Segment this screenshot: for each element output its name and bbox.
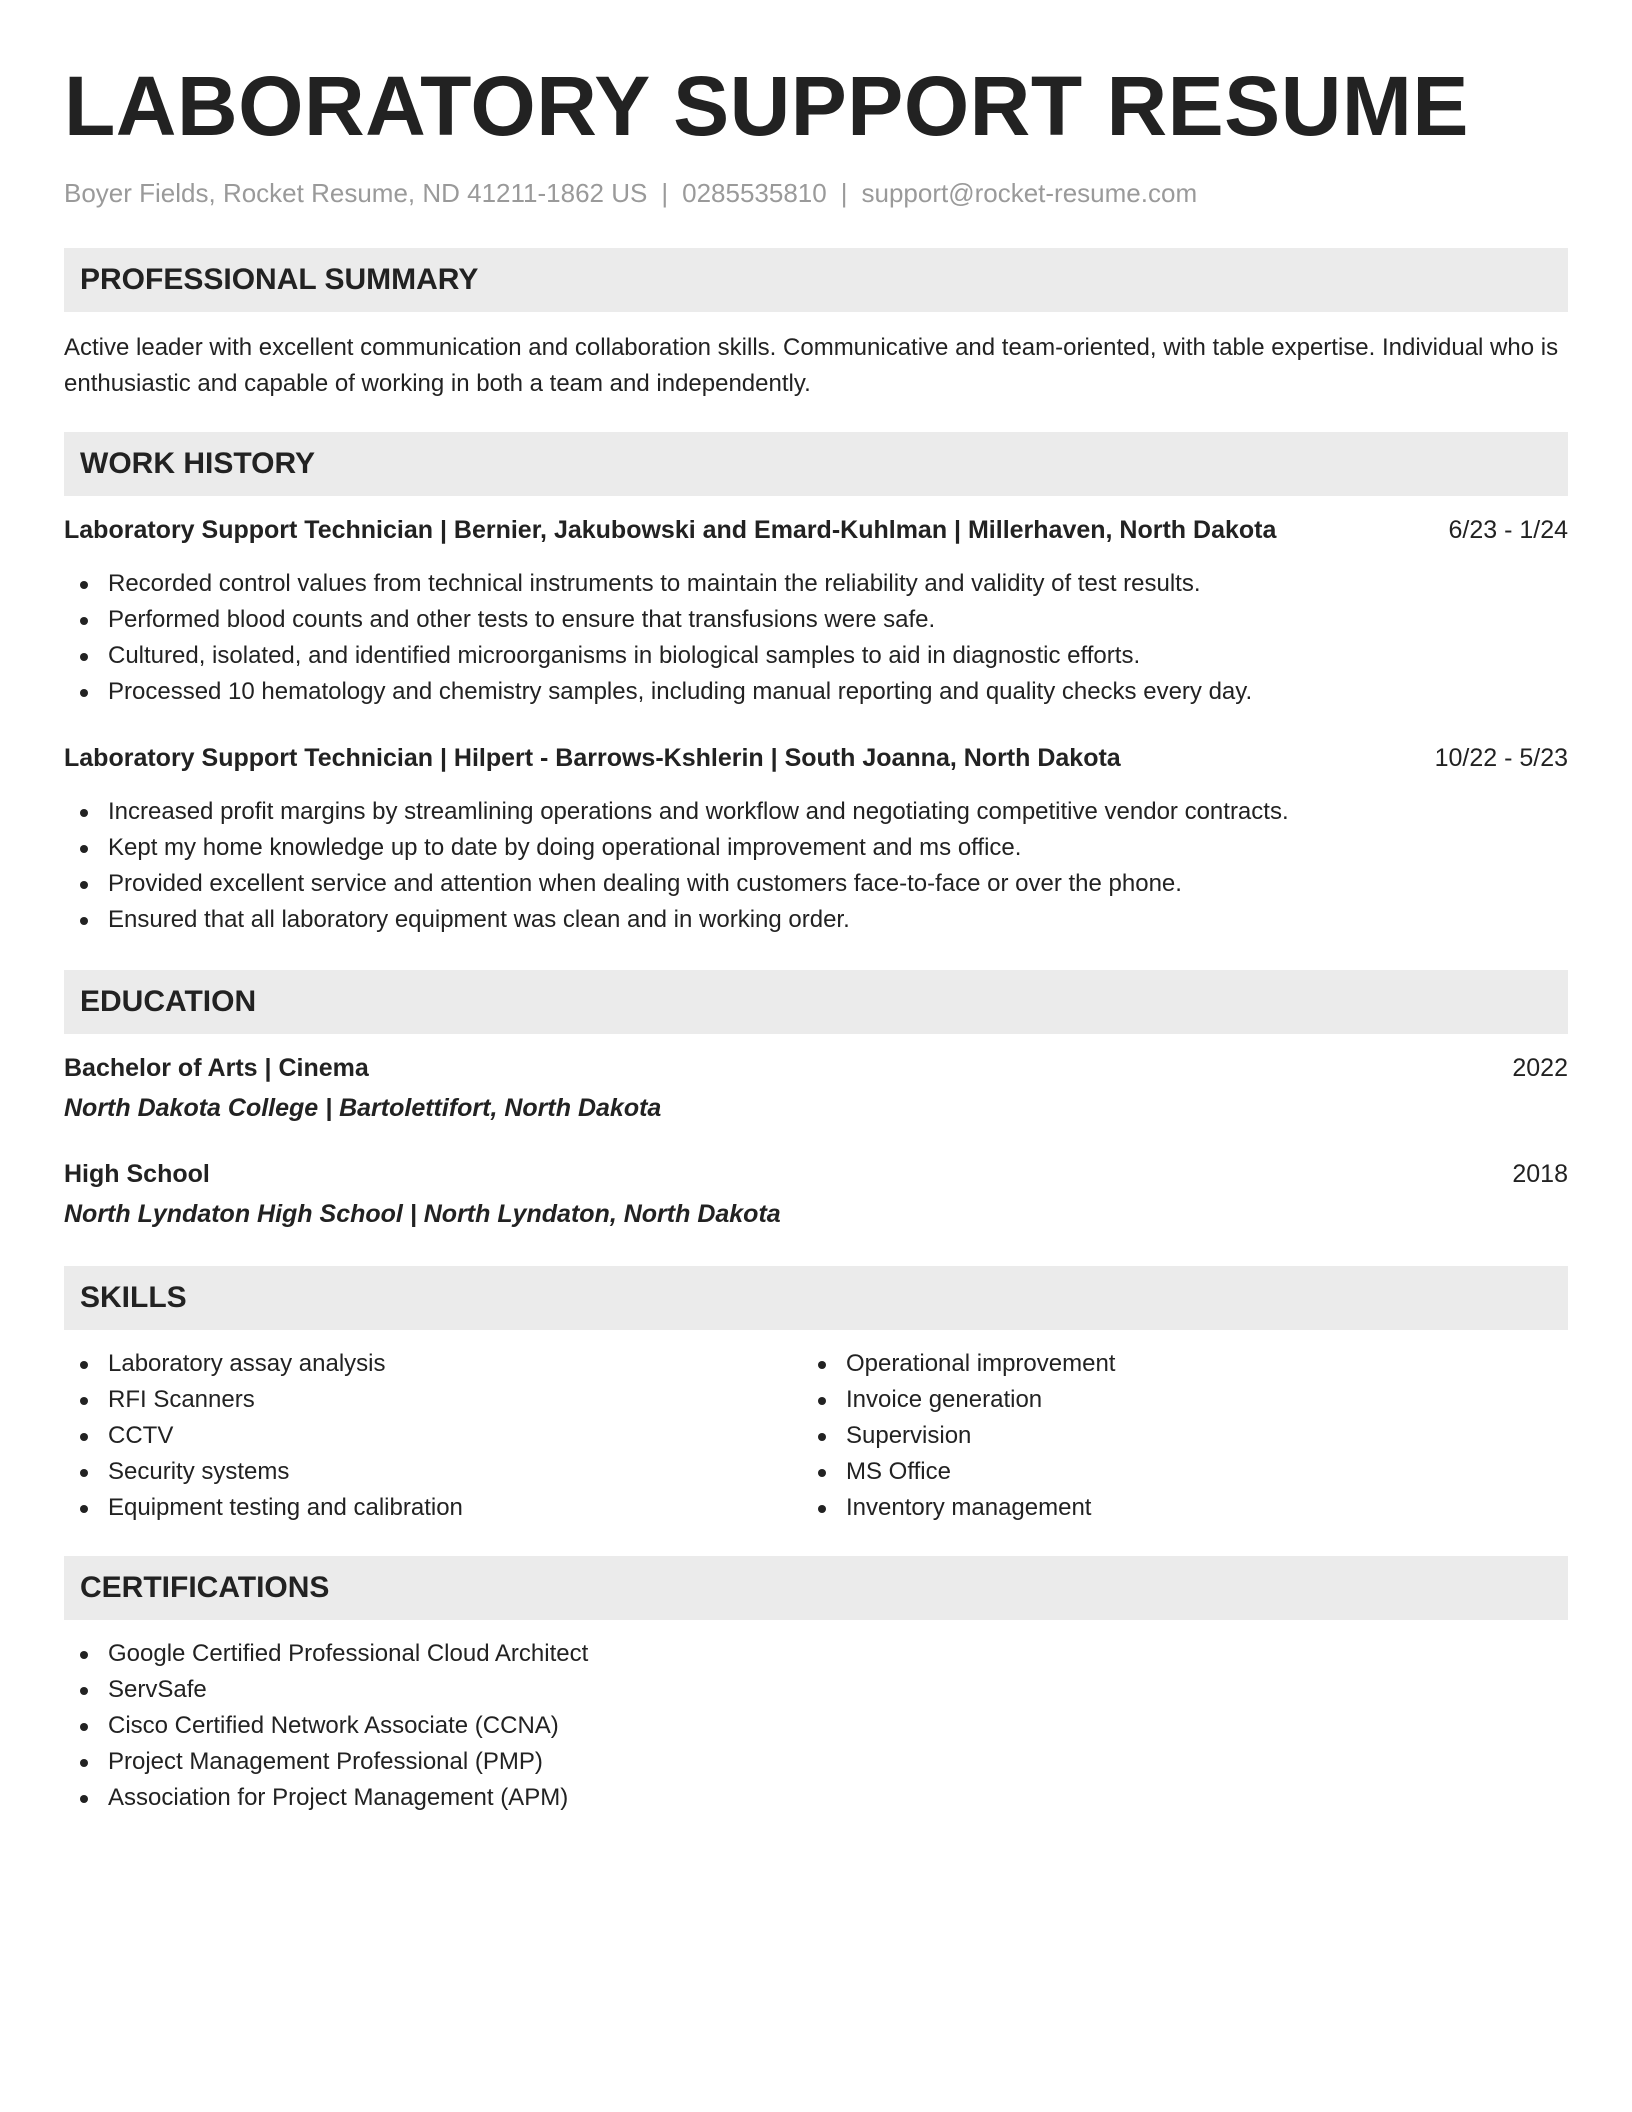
education-entry bbox=[64, 1050, 1568, 1126]
skill-item: CCTV bbox=[64, 1418, 802, 1454]
skill-item: Laboratory assay analysis bbox=[64, 1346, 802, 1382]
education-degree: Bachelor of Arts | Cinema bbox=[64, 1054, 369, 1082]
contact-separator: | bbox=[661, 178, 669, 208]
job-header bbox=[64, 740, 1568, 776]
skills-columns bbox=[64, 1346, 1568, 1526]
certification-item: ServSafe bbox=[64, 1672, 1568, 1708]
job-bullet: Increased profit margins by streamlining operations and workflow and negotiating competitive vendor contracts. bbox=[64, 794, 1568, 830]
section-heading-education: EDUCATION bbox=[64, 970, 1568, 1034]
contact-email: support@rocket-resume.com bbox=[861, 178, 1198, 208]
skill-item: RFI Scanners bbox=[64, 1382, 802, 1418]
education-degree: High School bbox=[64, 1160, 210, 1188]
job-bullet: Kept my home knowledge up to date by doing operational improvement and ms office. bbox=[64, 830, 1568, 866]
skill-item: Equipment testing and calibration bbox=[64, 1490, 802, 1526]
education-year: 2022 bbox=[1512, 1054, 1568, 1082]
summary-text: Active leader with excellent communication and collaboration skills. Communicative and team-oriented, with table expertise. Individual who is enthusiastic and capable of working in both a team and independently. bbox=[64, 334, 1559, 397]
job-entry bbox=[64, 740, 1568, 938]
job-title: Laboratory Support Technician | Bernier, Jakubowski and Emard-Kuhlman | Millerhaven, North Dakota bbox=[64, 516, 1277, 544]
contact-address: Boyer Fields, Rocket Resume, ND 41211-1862 US bbox=[64, 178, 648, 208]
section-heading-skills: SKILLS bbox=[64, 1266, 1568, 1330]
skill-item: MS Office bbox=[802, 1454, 1540, 1490]
section-heading-summary: PROFESSIONAL SUMMARY bbox=[64, 248, 1568, 312]
skill-item: Operational improvement bbox=[802, 1346, 1540, 1382]
job-entry bbox=[64, 512, 1568, 710]
job-dates: 6/23 - 1/24 bbox=[1448, 516, 1568, 544]
job-bullets bbox=[64, 566, 1568, 710]
skill-item: Inventory management bbox=[802, 1490, 1540, 1526]
certification-item: Project Management Professional (PMP) bbox=[64, 1744, 1568, 1780]
job-bullet: Provided excellent service and attention when dealing with customers face-to-face or over the phone. bbox=[64, 866, 1568, 902]
certification-item: Cisco Certified Network Associate (CCNA) bbox=[64, 1708, 1568, 1744]
job-bullet: Processed 10 hematology and chemistry samples, including manual reporting and quality checks every day. bbox=[64, 674, 1568, 710]
skill-item: Security systems bbox=[64, 1454, 802, 1490]
skills-list-right bbox=[802, 1346, 1540, 1526]
job-bullet: Ensured that all laboratory equipment was clean and in working order. bbox=[64, 902, 1568, 938]
certification-item: Association for Project Management (APM) bbox=[64, 1780, 1568, 1816]
certification-item: Google Certified Professional Cloud Architect bbox=[64, 1636, 1568, 1672]
section-heading-work-history: WORK HISTORY bbox=[64, 432, 1568, 496]
education-school: North Dakota College | Bartolettifort, North Dakota bbox=[64, 1094, 662, 1122]
education-school: North Lyndaton High School | North Lyndaton, North Dakota bbox=[64, 1200, 781, 1228]
job-header bbox=[64, 512, 1568, 548]
certifications-list bbox=[64, 1636, 1568, 1816]
job-bullet: Cultured, isolated, and identified microorganisms in biological samples to aid in diagnostic efforts. bbox=[64, 638, 1568, 674]
skill-item: Supervision bbox=[802, 1418, 1540, 1454]
education-header bbox=[64, 1156, 1568, 1192]
contact-separator: | bbox=[840, 178, 848, 208]
resume-title: LABORATORY SUPPORT RESUME bbox=[64, 59, 1469, 153]
skills-list-left bbox=[64, 1346, 802, 1526]
job-dates: 10/22 - 5/23 bbox=[1434, 744, 1568, 772]
job-bullets bbox=[64, 794, 1568, 938]
section-heading-certifications: CERTIFICATIONS bbox=[64, 1556, 1568, 1620]
education-entry bbox=[64, 1156, 1568, 1232]
education-header bbox=[64, 1050, 1568, 1086]
skill-item: Invoice generation bbox=[802, 1382, 1540, 1418]
contact-line bbox=[64, 176, 1568, 210]
job-bullet: Performed blood counts and other tests to ensure that transfusions were safe. bbox=[64, 602, 1568, 638]
contact-phone: 0285535810 bbox=[682, 178, 827, 208]
education-year: 2018 bbox=[1512, 1160, 1568, 1188]
job-bullet: Recorded control values from technical instruments to maintain the reliability and validity of test results. bbox=[64, 566, 1568, 602]
job-title: Laboratory Support Technician | Hilpert - Barrows-Kshlerin | South Joanna, North Dakota bbox=[64, 744, 1121, 772]
